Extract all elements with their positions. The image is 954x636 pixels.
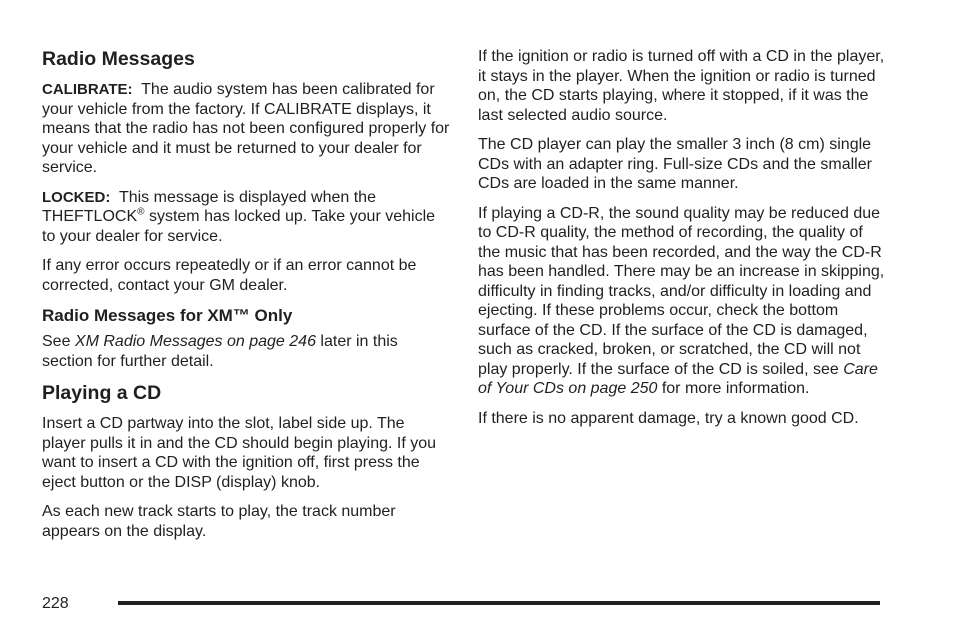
locked-paragraph <box>42 188 450 247</box>
right-paragraph-4: If there is no apparent damage, try a known good CD. <box>478 409 859 427</box>
cd-paragraph-2: As each new track starts to play, the track number appears on the display. <box>42 503 396 540</box>
locked-term: LOCKED: <box>42 188 111 206</box>
locked-text-b: system has locked up. Take your vehicle to your dealer for service. <box>42 208 436 245</box>
heading-radio-messages: Radio Messages <box>42 48 195 70</box>
calibrate-paragraph <box>42 80 450 178</box>
heading-xm-only: Radio Messages for XM™ Only <box>42 306 293 325</box>
footer-rule <box>118 601 880 605</box>
right-paragraph-3 <box>478 204 888 399</box>
care-cds-reference-link[interactable]: Care of Your CDs on page 250 <box>478 360 878 397</box>
right-paragraph-2: The CD player can play the smaller 3 inch (8 cm) single CDs with an adapter ring. Full-size CDs and the smaller CDs are loaded in the same manner. <box>478 136 872 192</box>
page-number: 228 <box>42 595 69 612</box>
cd-paragraph-1: Insert a CD partway into the slot, label side up. The player pulls it in and the CD should begin playing. If you want to insert a CD with the ignition off, first press the eject button or the DISP (display) knob. <box>42 415 437 491</box>
xm-paragraph <box>42 332 450 371</box>
right-column <box>478 47 888 438</box>
calibrate-text: The audio system has been calibrated for your vehicle from the factory. If CALIBRATE displays, it means that the radio has not been configured properly for your vehicle and it must be returned to your dealer for service. <box>42 81 450 176</box>
registered-mark: ® <box>137 206 145 218</box>
xm-see: See <box>42 333 75 350</box>
cdr-text-b: for more information. <box>657 380 810 397</box>
locked-text-a: This message is displayed when the THEFTLOCK <box>42 188 376 225</box>
cdr-text-a: If playing a CD-R, the sound quality may be reduced due to CD-R quality, the method of recording, the quality of the music that has been recorded, and the way the CD-R has been handled. There may be an increase in skipping, difficulty in finding tracks, and/or difficulty in loading and ejecting. If these problems occur, check the bottom surface of the CD. If the surface of the CD is damaged, such as cracked, broken, or scratched, the CD will not play properly. If the surface of the CD is soiled, see <box>478 204 885 378</box>
left-column <box>42 47 450 551</box>
calibrate-term: CALIBRATE: <box>42 81 133 98</box>
right-paragraph-1: If the ignition or radio is turned off with a CD in the player, it stays in the player. When the ignition or radio is turned on, the CD starts playing, where it stopped, if it was the last selected audio source. <box>478 48 885 124</box>
error-paragraph: If any error occurs repeatedly or if an error cannot be corrected, contact your GM dealer. <box>42 257 417 294</box>
xm-rest: later in this section for further detail. <box>42 333 398 370</box>
heading-playing-cd: Playing a CD <box>42 382 162 404</box>
xm-reference-link[interactable]: XM Radio Messages on page 246 <box>74 333 316 350</box>
